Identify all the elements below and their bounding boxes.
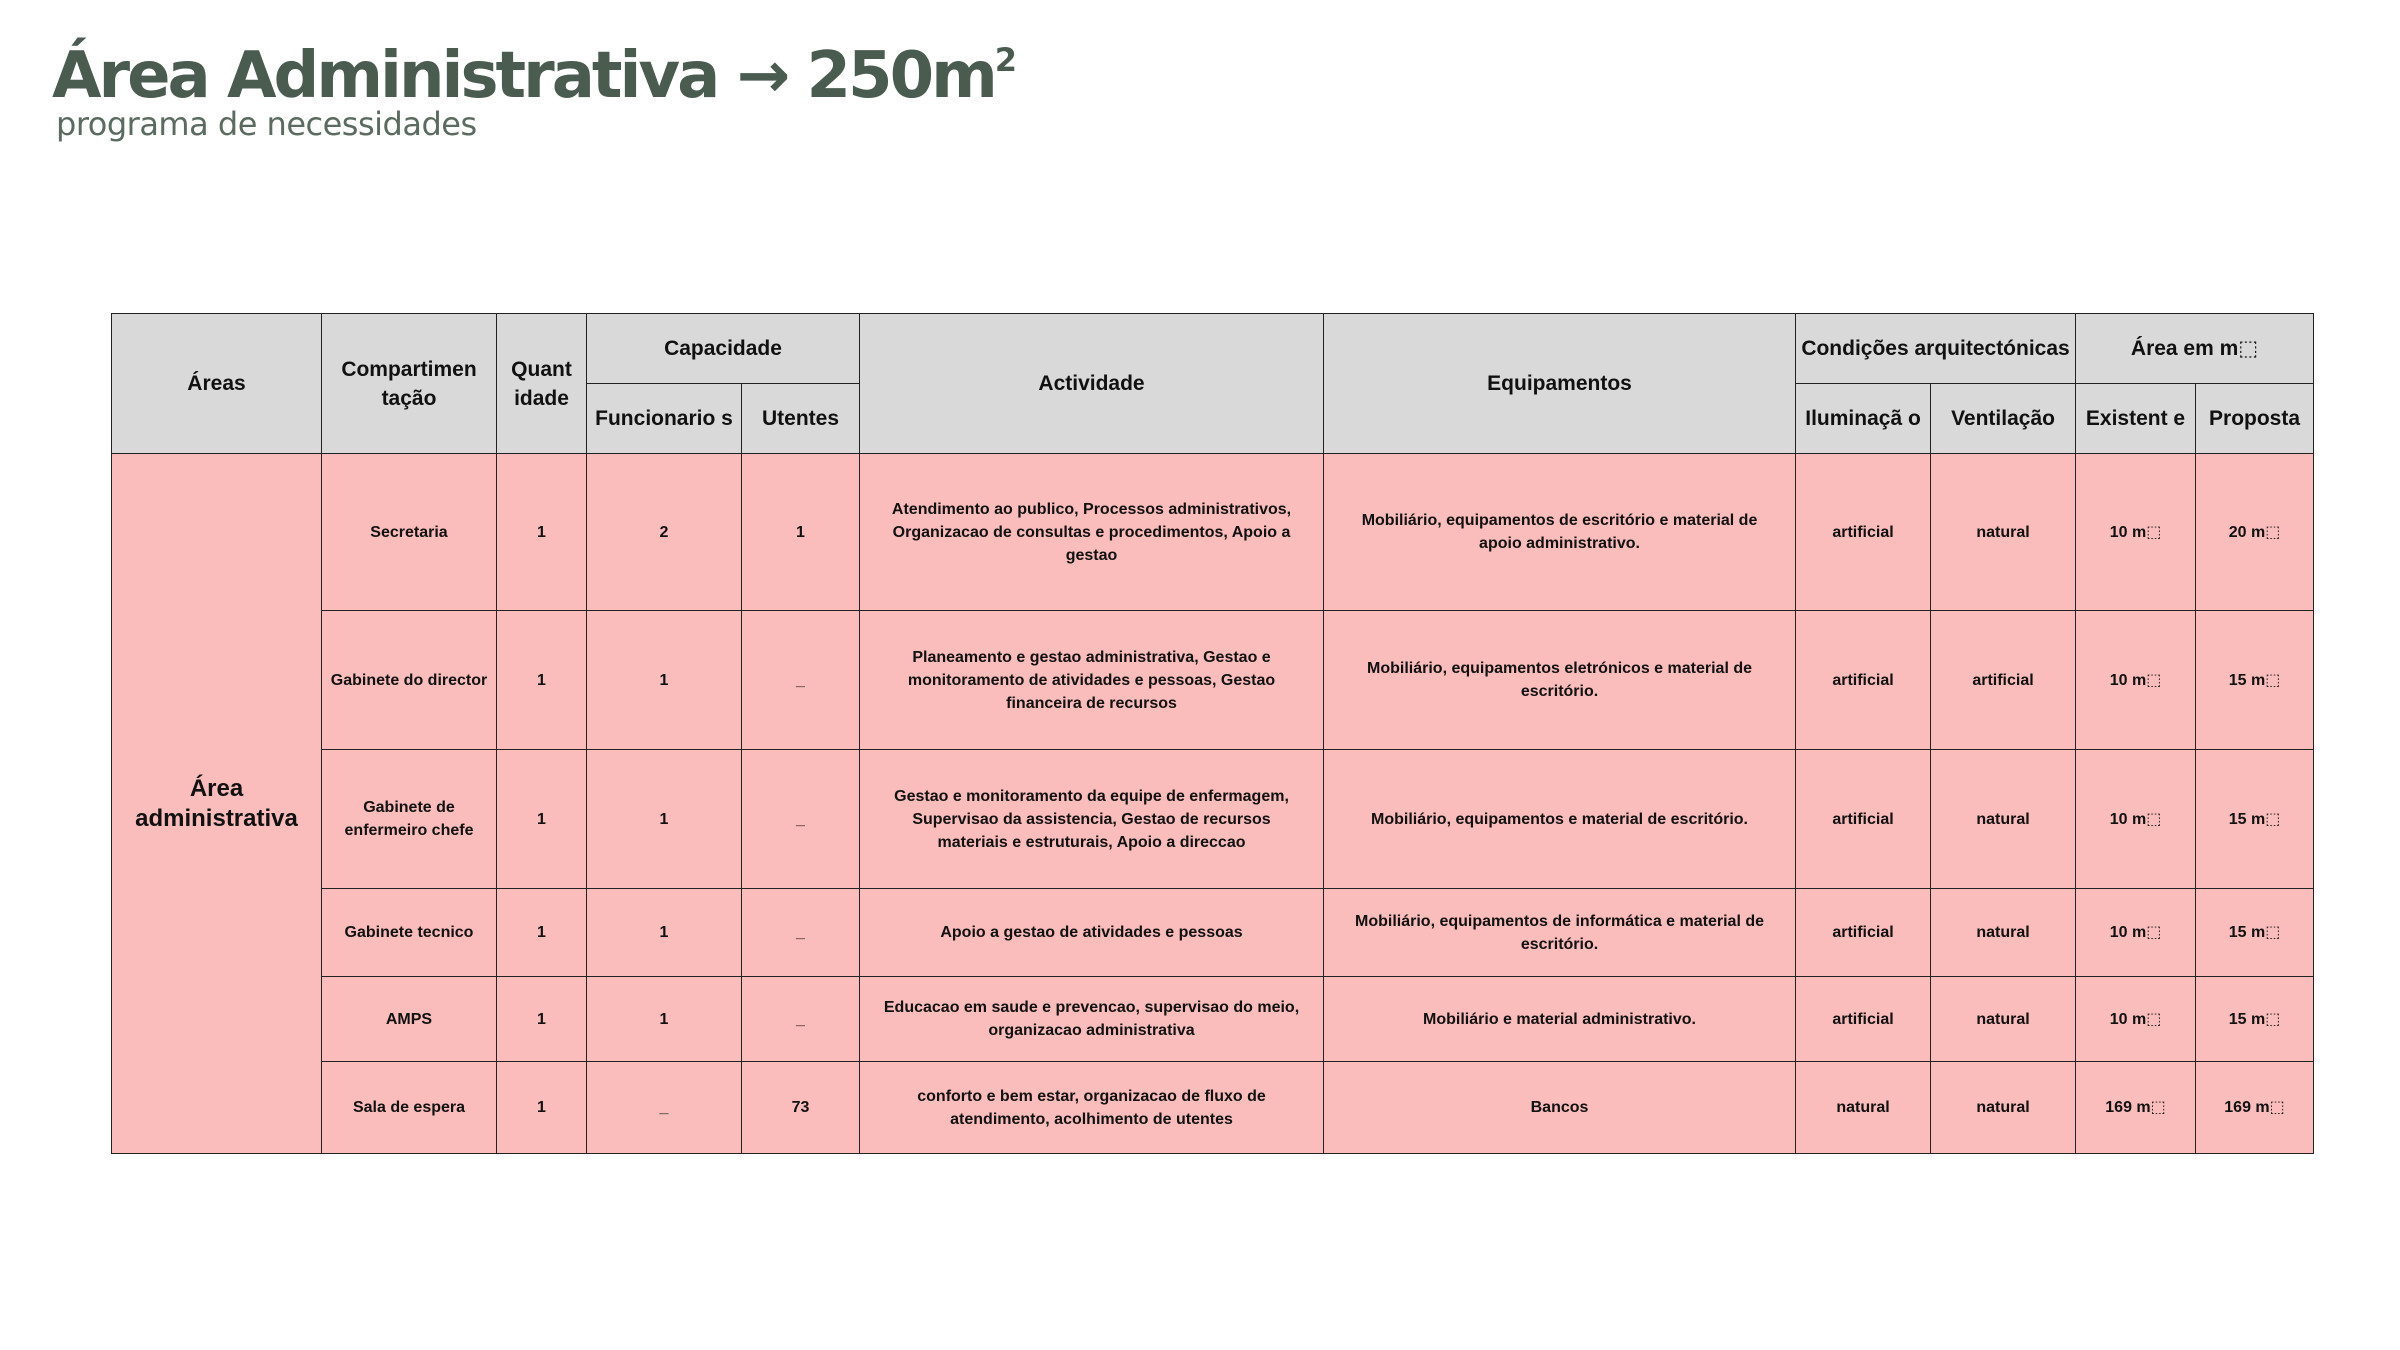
cell-funcionarios: 2 (587, 454, 742, 611)
cell-iluminacao: artificial (1796, 750, 1931, 889)
header-area-m2: Área em m⬚ (2076, 314, 2314, 384)
cell-ventilacao: natural (1931, 750, 2076, 889)
cell-proposta: 15 m⬚ (2196, 611, 2314, 750)
cell-quantidade: 1 (497, 1062, 587, 1154)
cell-actividade: Educacao em saude e prevencao, supervisao do meio, organizacao administrativa (860, 977, 1324, 1062)
cell-compartimento: Sala de espera (322, 1062, 497, 1154)
cell-iluminacao: artificial (1796, 977, 1931, 1062)
header-capacidade: Capacidade (587, 314, 860, 384)
cell-ventilacao: natural (1931, 454, 2076, 611)
cell-actividade: Planeamento e gestao administrativa, Gestao e monitoramento de atividades e pessoas, Gestao financeira de recursos (860, 611, 1324, 750)
cell-funcionarios: 1 (587, 889, 742, 977)
cell-equipamentos: Mobiliário e material administrativo. (1324, 977, 1796, 1062)
cell-iluminacao: artificial (1796, 611, 1931, 750)
cell-equipamentos: Mobiliário, equipamentos de informática e material de escritório. (1324, 889, 1796, 977)
cell-existente: 10 m⬚ (2076, 889, 2196, 977)
header-ventilacao: Ventilação (1931, 384, 2076, 454)
cell-proposta: 15 m⬚ (2196, 750, 2314, 889)
cell-utentes: _ (742, 750, 860, 889)
table-row (112, 977, 2314, 1062)
cell-actividade: Atendimento ao publico, Processos administrativos, Organizacao de consultas e procedimentos, Apoio a gestao (860, 454, 1324, 611)
cell-proposta: 20 m⬚ (2196, 454, 2314, 611)
cell-compartimento: Gabinete de enfermeiro chefe (322, 750, 497, 889)
area-name-cell: Área administrativa (112, 454, 322, 1154)
cell-existente: 169 m⬚ (2076, 1062, 2196, 1154)
cell-quantidade: 1 (497, 611, 587, 750)
table-row (112, 454, 2314, 611)
cell-actividade: Apoio a gestao de atividades e pessoas (860, 889, 1324, 977)
cell-existente: 10 m⬚ (2076, 750, 2196, 889)
table-row (112, 889, 2314, 977)
header-quantidade: Quant idade (497, 314, 587, 454)
page-title-text: Área Administrativa → 250m (52, 39, 995, 113)
header-utentes: Utentes (742, 384, 860, 454)
cell-equipamentos: Mobiliário, equipamentos e material de escritório. (1324, 750, 1796, 889)
cell-equipamentos: Bancos (1324, 1062, 1796, 1154)
cell-iluminacao: artificial (1796, 889, 1931, 977)
cell-ventilacao: natural (1931, 1062, 2076, 1154)
cell-proposta: 15 m⬚ (2196, 889, 2314, 977)
cell-funcionarios: _ (587, 1062, 742, 1154)
page-subtitle: programa de necessidades (56, 105, 477, 143)
cell-existente: 10 m⬚ (2076, 454, 2196, 611)
cell-actividade: conforto e bem estar, organizacao de fluxo de atendimento, acolhimento de utentes (860, 1062, 1324, 1154)
cell-compartimento: Gabinete do director (322, 611, 497, 750)
header-areas: Áreas (112, 314, 322, 454)
cell-compartimento: Gabinete tecnico (322, 889, 497, 977)
cell-proposta: 15 m⬚ (2196, 977, 2314, 1062)
header-existente: Existent e (2076, 384, 2196, 454)
header-actividade: Actividade (860, 314, 1324, 454)
cell-compartimento: Secretaria (322, 454, 497, 611)
needs-program-table (111, 313, 2314, 1154)
cell-equipamentos: Mobiliário, equipamentos eletrónicos e material de escritório. (1324, 611, 1796, 750)
cell-funcionarios: 1 (587, 611, 742, 750)
cell-quantidade: 1 (497, 977, 587, 1062)
cell-ventilacao: natural (1931, 977, 2076, 1062)
table-row (112, 750, 2314, 889)
cell-actividade: Gestao e monitoramento da equipe de enfermagem, Supervisao da assistencia, Gestao de recursos materiais e estruturais, Apoio a direccao (860, 750, 1324, 889)
cell-ventilacao: natural (1931, 889, 2076, 977)
cell-ventilacao: artificial (1931, 611, 2076, 750)
cell-equipamentos: Mobiliário, equipamentos de escritório e material de apoio administrativo. (1324, 454, 1796, 611)
cell-utentes: _ (742, 611, 860, 750)
cell-iluminacao: artificial (1796, 454, 1931, 611)
cell-utentes: _ (742, 889, 860, 977)
cell-quantidade: 1 (497, 750, 587, 889)
cell-existente: 10 m⬚ (2076, 977, 2196, 1062)
header-iluminacao: Iluminaçã o (1796, 384, 1931, 454)
cell-utentes: 1 (742, 454, 860, 611)
header-proposta: Proposta (2196, 384, 2314, 454)
page-title (52, 39, 1018, 113)
title-superscript: 2 (994, 40, 1018, 79)
cell-funcionarios: 1 (587, 750, 742, 889)
cell-utentes: 73 (742, 1062, 860, 1154)
cell-quantidade: 1 (497, 454, 587, 611)
header-equipamentos: Equipamentos (1324, 314, 1796, 454)
cell-existente: 10 m⬚ (2076, 611, 2196, 750)
cell-funcionarios: 1 (587, 977, 742, 1062)
cell-iluminacao: natural (1796, 1062, 1931, 1154)
cell-utentes: _ (742, 977, 860, 1062)
cell-proposta: 169 m⬚ (2196, 1062, 2314, 1154)
table-row (112, 1062, 2314, 1154)
cell-quantidade: 1 (497, 889, 587, 977)
cell-compartimento: AMPS (322, 977, 497, 1062)
header-compartimentacao: Compartimen tação (322, 314, 497, 454)
table-row (112, 611, 2314, 750)
header-condicoes: Condições arquitectónicas (1796, 314, 2076, 384)
header-funcionarios: Funcionario s (587, 384, 742, 454)
